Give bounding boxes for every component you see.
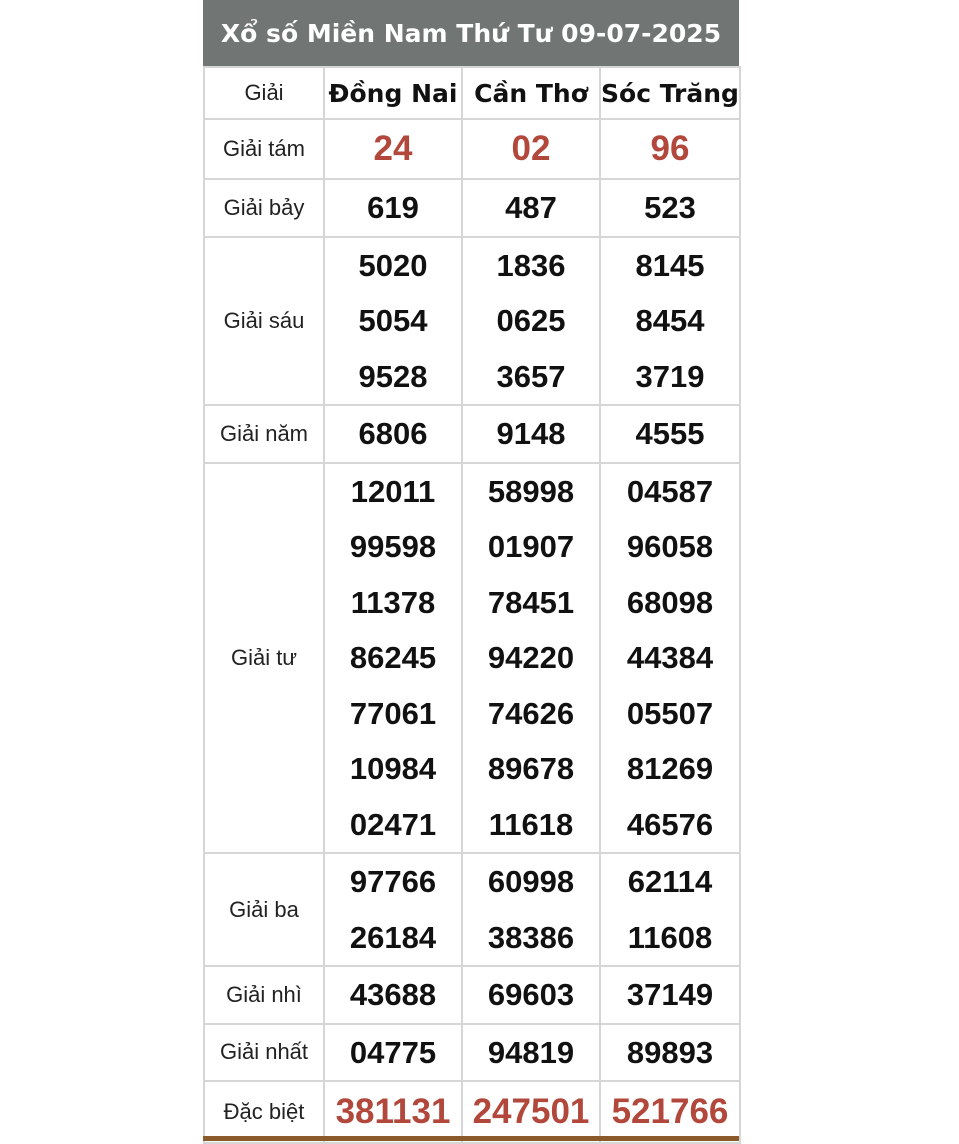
page-title: Xổ số Miền Nam Thứ Tư 09-07-2025 xyxy=(203,0,739,66)
prize-number: 37149 xyxy=(626,977,714,1012)
prize-cell xyxy=(462,853,600,966)
prize-number: 44384 xyxy=(626,640,714,675)
prize-label: Giải nhì xyxy=(204,966,324,1024)
prize-number: 0625 xyxy=(496,303,566,338)
prize-row xyxy=(204,405,740,463)
prize-number: 43688 xyxy=(349,977,437,1012)
prize-number: 619 xyxy=(367,190,419,225)
prize-number: 02 xyxy=(511,129,551,169)
prize-number: 5020 xyxy=(358,247,428,283)
prize-number: 04587 xyxy=(626,473,714,509)
prize-row xyxy=(204,179,740,237)
prize-row xyxy=(204,1081,740,1143)
prize-cell xyxy=(600,463,740,854)
prize-number: 05507 xyxy=(626,695,714,731)
prize-row xyxy=(204,966,740,1024)
prize-number: 381131 xyxy=(335,1092,451,1132)
header-province-soc-trang: Sóc Trăng xyxy=(600,67,740,119)
prize-cell xyxy=(324,853,462,966)
results-table xyxy=(203,66,741,1144)
prize-cell xyxy=(600,405,740,463)
prize-number: 46576 xyxy=(626,806,714,842)
prize-number: 94819 xyxy=(487,1034,575,1070)
prize-row xyxy=(204,853,740,966)
prize-number: 247501 xyxy=(472,1092,590,1132)
header-giai: Giải xyxy=(204,67,324,119)
prize-number: 96 xyxy=(650,129,690,169)
prize-number: 8145 xyxy=(635,247,705,283)
prize-label: Giải sáu xyxy=(204,237,324,406)
prize-number: 94220 xyxy=(487,640,575,675)
prize-cell xyxy=(600,119,740,179)
prize-number: 86245 xyxy=(349,640,437,675)
prize-cell xyxy=(324,1024,462,1082)
prize-cell xyxy=(462,237,600,406)
prize-number: 04775 xyxy=(349,1034,437,1070)
prize-number: 74626 xyxy=(487,695,575,731)
bottom-bar xyxy=(203,1136,739,1141)
prize-cell xyxy=(600,853,740,966)
prize-label: Đặc biệt xyxy=(204,1081,324,1143)
prize-number: 6806 xyxy=(358,416,428,451)
header-province-can-tho: Cần Thơ xyxy=(462,67,600,119)
prize-number: 5054 xyxy=(358,303,428,338)
prize-cell xyxy=(462,1024,600,1082)
prize-row xyxy=(204,463,740,854)
prize-cell xyxy=(324,179,462,237)
prize-number: 26184 xyxy=(349,919,437,955)
prize-number: 97766 xyxy=(349,864,437,899)
header-row xyxy=(204,67,740,119)
prize-label: Giải tám xyxy=(204,119,324,179)
prize-row xyxy=(204,237,740,406)
prize-number: 1836 xyxy=(496,247,566,283)
prize-number: 96058 xyxy=(626,529,714,564)
prize-cell xyxy=(462,405,600,463)
prize-number: 11608 xyxy=(627,919,713,955)
prize-number: 62114 xyxy=(627,864,713,899)
prize-row xyxy=(204,1024,740,1082)
prize-cell xyxy=(600,1024,740,1082)
prize-number: 24 xyxy=(373,129,413,169)
prize-cell xyxy=(462,463,600,854)
prize-number: 8454 xyxy=(635,303,705,338)
prize-number: 11618 xyxy=(488,806,574,842)
prize-number: 78451 xyxy=(487,584,575,620)
prize-cell xyxy=(324,1081,462,1143)
prize-label: Giải tư xyxy=(204,463,324,854)
prize-number: 68098 xyxy=(626,584,714,620)
prize-number: 77061 xyxy=(349,695,437,731)
prize-number: 81269 xyxy=(626,751,714,786)
prize-number: 11378 xyxy=(350,584,436,620)
prize-number: 38386 xyxy=(487,919,575,955)
prize-cell xyxy=(324,237,462,406)
prize-number: 89893 xyxy=(626,1034,714,1070)
prize-number: 3719 xyxy=(635,358,705,394)
prize-label: Giải bảy xyxy=(204,179,324,237)
prize-number: 9148 xyxy=(496,416,566,451)
prize-row xyxy=(204,119,740,179)
prize-cell xyxy=(324,405,462,463)
prize-cell xyxy=(324,966,462,1024)
header-province-dong-nai: Đồng Nai xyxy=(324,67,462,119)
prize-cell xyxy=(462,1081,600,1143)
prize-number: 523 xyxy=(644,190,696,225)
prize-label: Giải năm xyxy=(204,405,324,463)
prize-number: 9528 xyxy=(358,358,428,394)
prize-cell xyxy=(462,179,600,237)
results-body xyxy=(204,119,740,1143)
prize-cell xyxy=(462,119,600,179)
prize-cell xyxy=(600,966,740,1024)
prize-label: Giải ba xyxy=(204,853,324,966)
prize-number: 487 xyxy=(505,190,557,225)
prize-number: 60998 xyxy=(487,864,575,899)
prize-number: 99598 xyxy=(349,529,437,564)
prize-number: 12011 xyxy=(350,473,436,509)
prize-number: 01907 xyxy=(487,529,575,564)
prize-number: 58998 xyxy=(487,473,575,509)
prize-number: 521766 xyxy=(611,1092,729,1132)
prize-number: 02471 xyxy=(349,806,437,842)
prize-cell xyxy=(600,179,740,237)
prize-number: 3657 xyxy=(496,358,566,394)
prize-cell xyxy=(324,463,462,854)
prize-number: 4555 xyxy=(635,416,705,451)
prize-number: 10984 xyxy=(349,751,437,786)
prize-number: 69603 xyxy=(487,977,575,1012)
prize-cell xyxy=(324,119,462,179)
prize-cell xyxy=(600,1081,740,1143)
prize-cell xyxy=(462,966,600,1024)
lottery-results-panel xyxy=(203,0,739,1144)
prize-label: Giải nhất xyxy=(204,1024,324,1082)
prize-number: 89678 xyxy=(487,751,575,786)
prize-cell xyxy=(600,237,740,406)
